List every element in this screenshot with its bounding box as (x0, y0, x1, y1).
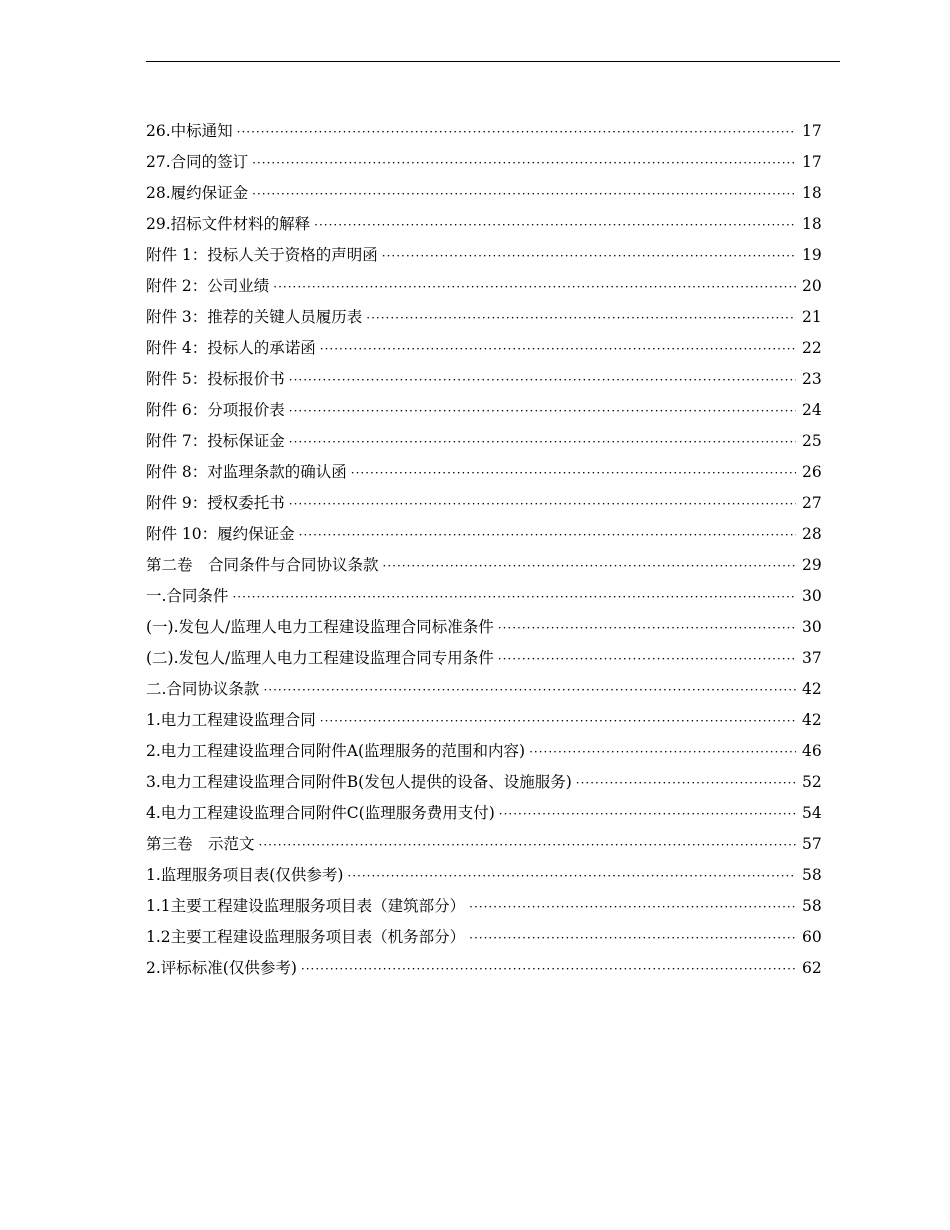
toc-dot-leader (289, 365, 796, 396)
toc-entry[interactable] (146, 736, 826, 767)
toc-entry-title: 27.合同的签订 (146, 153, 249, 171)
toc-page-number: 18 (802, 215, 822, 233)
toc-page-number: 30 (802, 618, 822, 636)
toc-page-number: 17 (802, 122, 822, 140)
toc-entry[interactable] (146, 240, 826, 271)
toc-page-number: 20 (802, 277, 822, 295)
toc-page-number: 52 (802, 773, 822, 791)
toc-page-number: 19 (802, 246, 822, 264)
toc-entry[interactable] (146, 643, 826, 674)
toc-dot-leader (289, 489, 796, 520)
toc-entry-title: 4.电力工程建设监理合同附件C(监理服务费用支付) (146, 804, 495, 822)
toc-entry[interactable] (146, 488, 826, 519)
toc-dot-leader (252, 179, 796, 210)
toc-page-number: 23 (802, 370, 822, 388)
toc-page-number: 17 (802, 153, 822, 171)
toc-entry[interactable] (146, 364, 826, 395)
toc-entry-title: 附件 1：投标人关于资格的声明函 (146, 246, 378, 264)
toc-entry[interactable] (146, 209, 826, 240)
toc-dot-leader (469, 923, 796, 954)
toc-entry-title: 附件 8：对监理条款的确认函 (146, 463, 347, 481)
toc-page-number: 30 (802, 587, 822, 605)
toc-entry[interactable] (146, 426, 826, 457)
toc-dot-leader (232, 582, 796, 613)
toc-dot-leader (469, 892, 796, 923)
toc-entry[interactable] (146, 519, 826, 550)
toc-page-number: 22 (802, 339, 822, 357)
toc-entry[interactable] (146, 302, 826, 333)
toc-entry-title: 1.电力工程建设监理合同 (146, 711, 316, 729)
toc-entry-title: 二.合同协议条款 (146, 680, 260, 698)
toc-page-number: 54 (802, 804, 822, 822)
toc-page-number: 29 (802, 556, 822, 574)
toc-page-number: 42 (802, 711, 822, 729)
toc-entry[interactable] (146, 798, 826, 829)
toc-dot-leader (237, 117, 796, 148)
toc-page-number: 21 (802, 308, 822, 326)
toc-entry[interactable] (146, 953, 826, 984)
toc-entry[interactable] (146, 550, 826, 581)
toc-entry-title: 29.招标文件材料的解释 (146, 215, 311, 233)
toc-entry[interactable] (146, 333, 826, 364)
toc-entry[interactable] (146, 891, 826, 922)
toc-entry[interactable] (146, 767, 826, 798)
toc-dot-leader (320, 334, 796, 365)
toc-entry-title: 附件 4：投标人的承诺函 (146, 339, 316, 357)
toc-entry-title: 1.监理服务项目表(仅供参考) (146, 866, 344, 884)
toc-entry-title: 附件 9：授权委托书 (146, 494, 285, 512)
toc-page-number: 62 (802, 959, 822, 977)
toc-page-number: 25 (802, 432, 822, 450)
toc-dot-leader (299, 520, 796, 551)
toc-entry[interactable] (146, 674, 826, 705)
toc-dot-leader (289, 427, 796, 458)
toc-page-number: 58 (802, 866, 822, 884)
toc-page-number: 24 (802, 401, 822, 419)
toc-entry-title: (一).发包人/监理人电力工程建设监理合同标准条件 (146, 618, 494, 636)
toc-entry-title: 一.合同条件 (146, 587, 229, 605)
toc-entry-title: 1.1主要工程建设监理服务项目表（建筑部分） (146, 897, 466, 915)
toc-entry[interactable] (146, 147, 826, 178)
toc-entry[interactable] (146, 860, 826, 891)
toc-dot-leader (263, 675, 796, 706)
toc-entry-title: 第二卷 合同条件与合同协议条款 (146, 556, 379, 574)
toc-dot-leader (382, 241, 796, 272)
toc-dot-leader (529, 737, 796, 768)
toc-dot-leader (259, 830, 796, 861)
toc-page-number: 42 (802, 680, 822, 698)
toc-entry-title: 附件 5：投标报价书 (146, 370, 285, 388)
toc-dot-leader (499, 799, 796, 830)
toc-entry-title: 2.评标标准(仅供参考) (146, 959, 297, 977)
toc-entry-title: 附件 7：投标保证金 (146, 432, 285, 450)
header-rule (146, 61, 840, 62)
toc-dot-leader (576, 768, 796, 799)
toc-entry-title: 28.履约保证金 (146, 184, 249, 202)
toc-entry-title: 1.2主要工程建设监理服务项目表（机务部分） (146, 928, 466, 946)
toc-entry-title: (二).发包人/监理人电力工程建设监理合同专用条件 (146, 649, 494, 667)
toc-dot-leader (383, 551, 796, 582)
toc-page-number: 46 (802, 742, 822, 760)
toc-dot-leader (498, 613, 796, 644)
toc-entry-title: 2.电力工程建设监理合同附件A(监理服务的范围和内容) (146, 742, 526, 760)
table-of-contents (146, 116, 826, 984)
toc-entry[interactable] (146, 612, 826, 643)
toc-dot-leader (314, 210, 796, 241)
toc-entry-title: 26.中标通知 (146, 122, 233, 140)
toc-dot-leader (252, 148, 796, 179)
toc-entry[interactable] (146, 922, 826, 953)
toc-dot-leader (498, 644, 796, 675)
toc-dot-leader (289, 396, 796, 427)
toc-entry-title: 附件 2：公司业绩 (146, 277, 270, 295)
toc-dot-leader (320, 706, 796, 737)
toc-dot-leader (347, 861, 796, 892)
toc-entry[interactable] (146, 395, 826, 426)
toc-entry-title: 附件 6：分项报价表 (146, 401, 285, 419)
toc-page-number: 28 (802, 525, 822, 543)
toc-entry-title: 附件 10：履约保证金 (146, 525, 295, 543)
toc-entry[interactable] (146, 705, 826, 736)
toc-dot-leader (273, 272, 796, 303)
toc-entry[interactable] (146, 116, 826, 147)
toc-dot-leader (351, 458, 796, 489)
toc-entry[interactable] (146, 178, 826, 209)
toc-entry[interactable] (146, 457, 826, 488)
toc-dot-leader (366, 303, 796, 334)
toc-entry-title: 附件 3：推荐的关键人员履历表 (146, 308, 363, 326)
toc-page-number: 57 (802, 835, 822, 853)
toc-entry-title: 3.电力工程建设监理合同附件B(发包人提供的设备、设施服务) (146, 773, 572, 791)
toc-dot-leader (301, 954, 796, 985)
toc-page-number: 58 (802, 897, 822, 915)
toc-page-number: 27 (802, 494, 822, 512)
toc-page-number: 60 (802, 928, 822, 946)
toc-page-number: 26 (802, 463, 822, 481)
toc-page-number: 37 (802, 649, 822, 667)
toc-entry[interactable] (146, 581, 826, 612)
toc-page-number: 18 (802, 184, 822, 202)
toc-entry[interactable] (146, 829, 826, 860)
toc-entry-title: 第三卷 示范文 (146, 835, 255, 853)
toc-entry[interactable] (146, 271, 826, 302)
